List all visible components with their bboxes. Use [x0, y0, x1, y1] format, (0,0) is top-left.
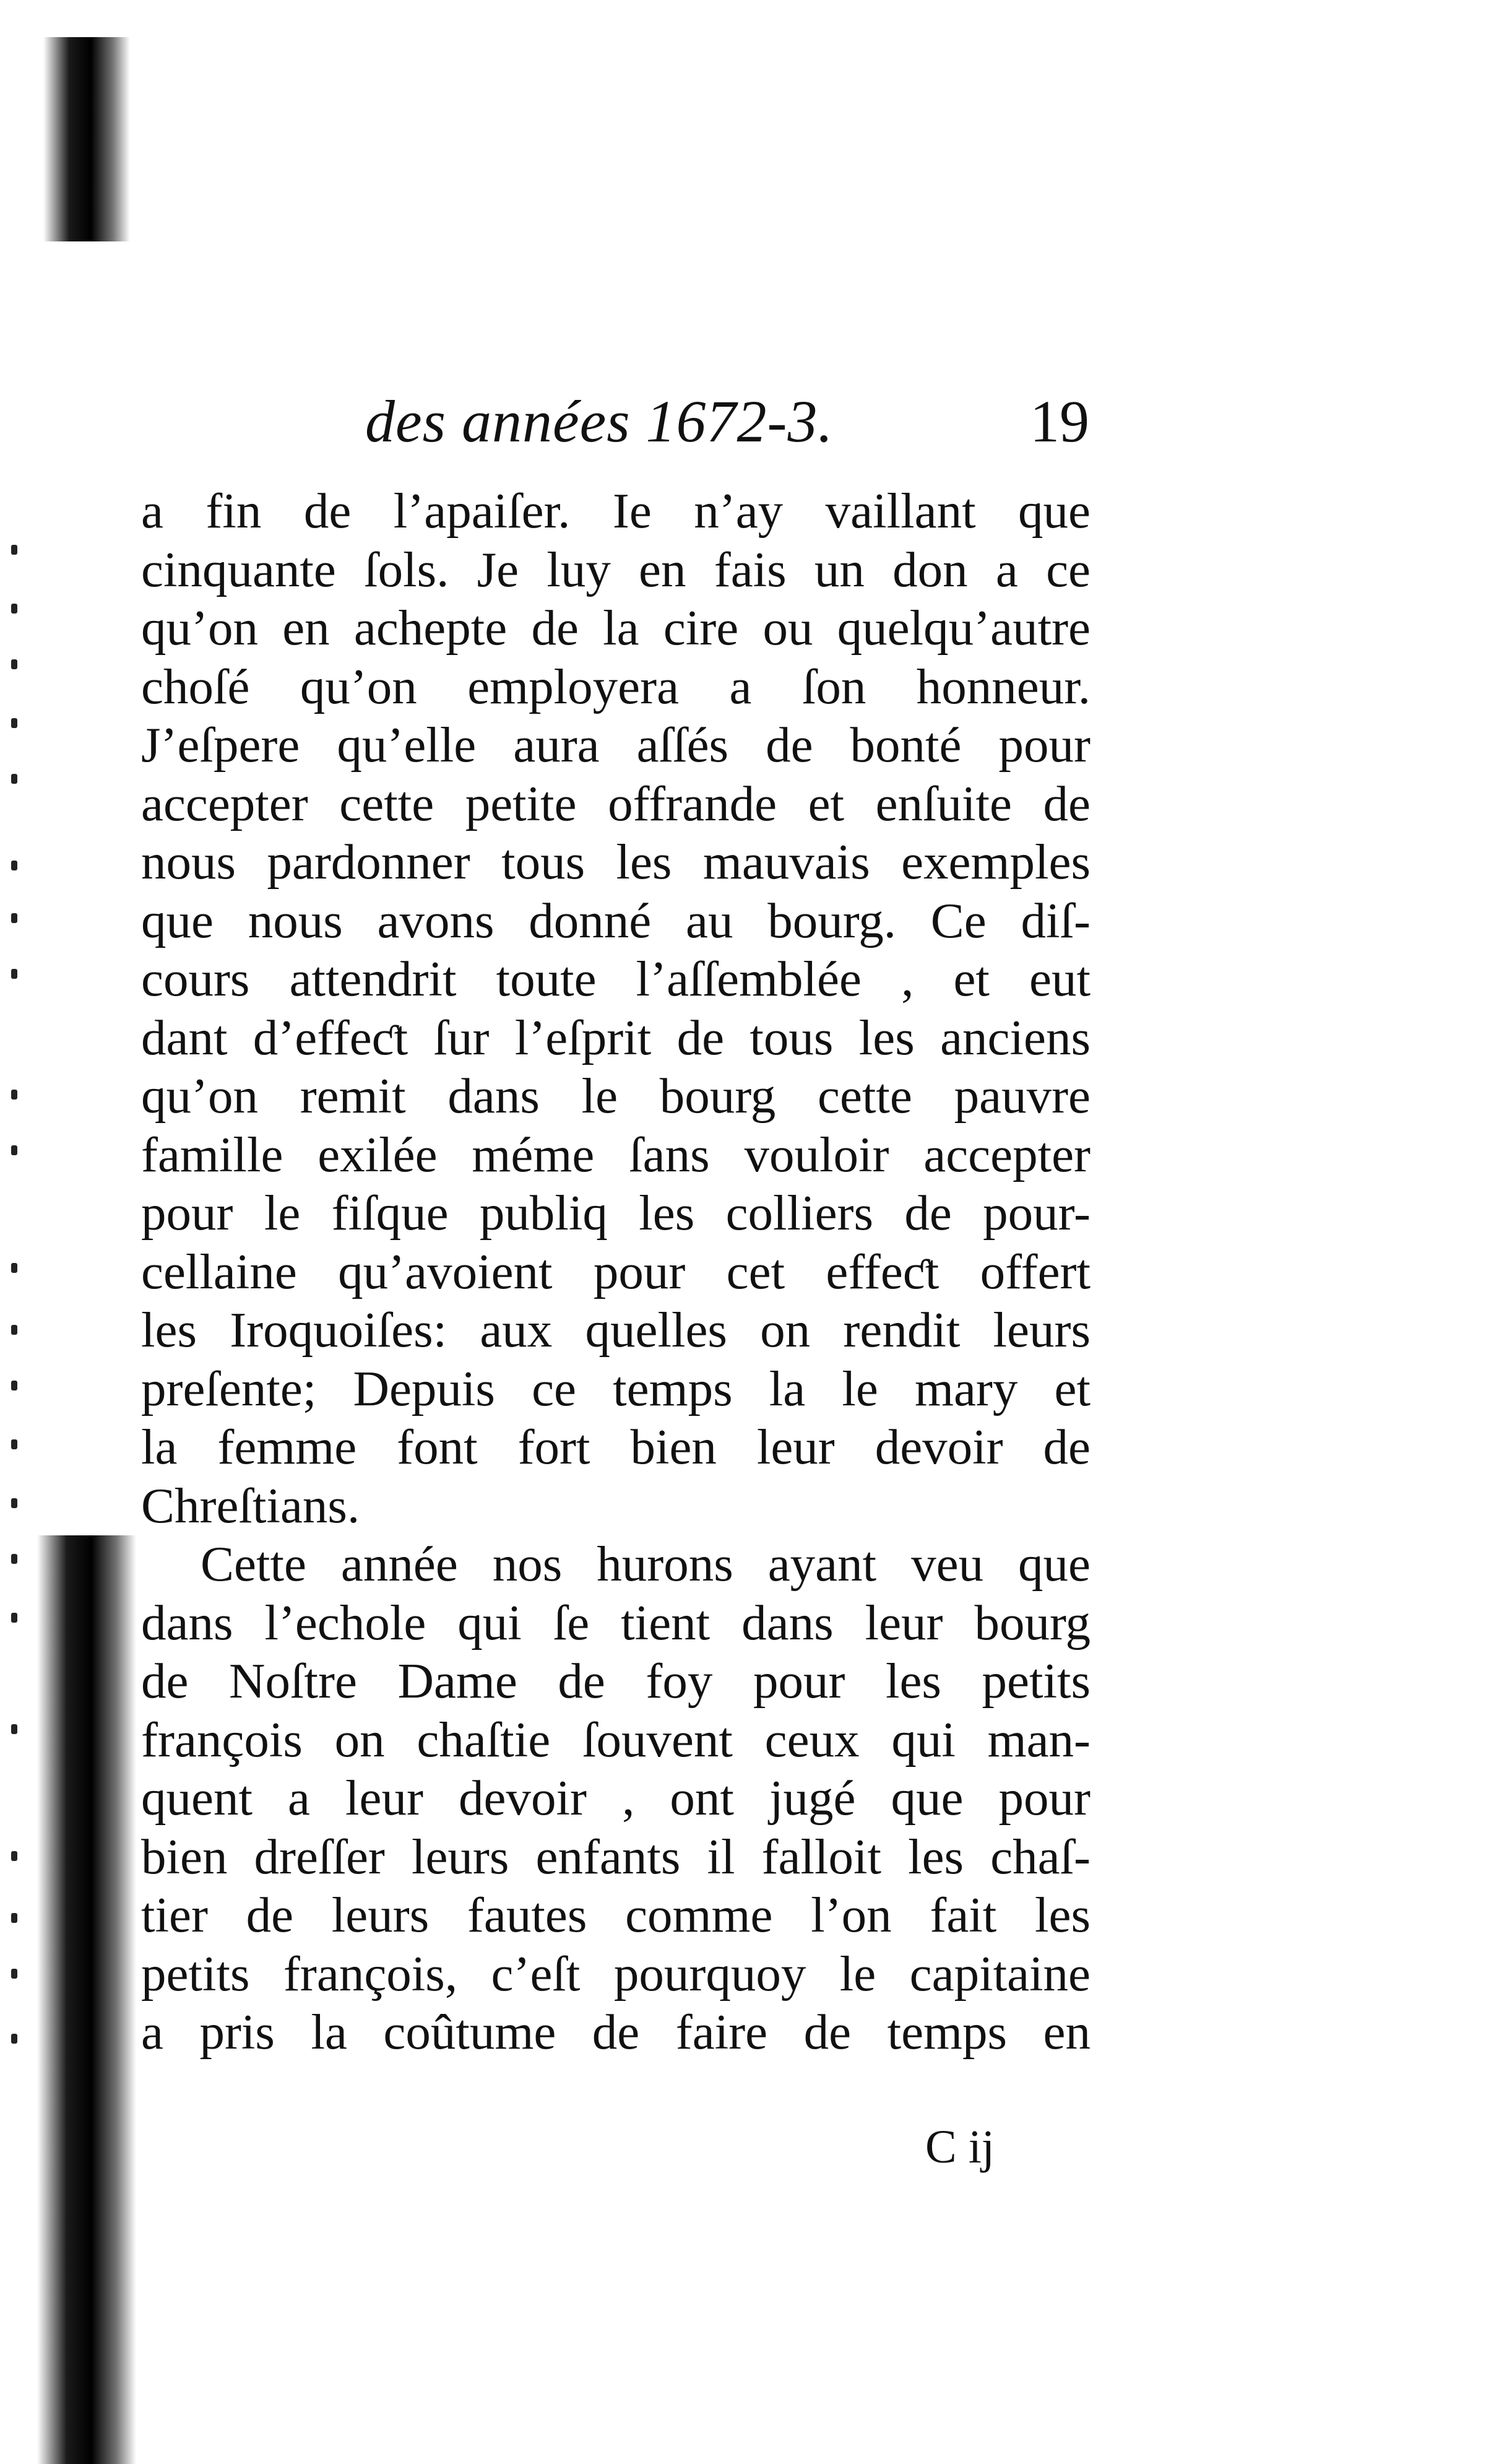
text-line: cours attendrit toute l’aſſemblée , et eut: [141, 951, 1091, 1007]
text-line: Cette année nos hurons ayant veu que: [201, 1536, 1091, 1592]
body-text: [141, 482, 1091, 2062]
speck: [11, 1381, 17, 1390]
text-line: bien dreſſer leurs enfants il falloit les chaſ-: [141, 1828, 1091, 1885]
speck: [11, 1263, 17, 1273]
speck: [11, 861, 17, 870]
speck: [11, 969, 17, 979]
text-line: a fin de l’apaiſer. Ie n’ay vaillant que: [141, 483, 1091, 539]
text-line: qu’on remit dans le bourg cette pauvre: [141, 1068, 1091, 1124]
text-line: dans l’echole qui ſe tient dans leur bourg: [141, 1594, 1091, 1651]
text-line: accepter cette petite offrande et enſuite de: [141, 775, 1091, 831]
speck: [11, 1613, 17, 1623]
page-number: 19: [1030, 388, 1089, 454]
text-line: choſé qu’on employera a ſon honneur.: [141, 658, 1091, 714]
speck: [11, 1439, 17, 1449]
text-line: que nous avons donné au bourg. Ce diſ-: [141, 892, 1091, 948]
page-header: [365, 387, 1089, 474]
signature-mark: C ij: [925, 2121, 995, 2173]
speck: [11, 659, 17, 669]
speck: [11, 1913, 17, 1923]
text-line: J’eſpere qu’elle aura aſſés de bonté pour: [141, 717, 1091, 773]
speck: [11, 1851, 17, 1861]
speck: [11, 1969, 17, 1979]
text-line: cinquante ſols. Je luy en fais un don a ce: [141, 541, 1091, 597]
text-line: Chreſtians.: [141, 1477, 360, 1533]
speck: [11, 545, 17, 555]
text-line: quent a leur devoir , ont jugé que pour: [141, 1770, 1091, 1826]
speck: [11, 604, 17, 614]
speck: [11, 1325, 17, 1335]
speck: [11, 1090, 17, 1100]
running-head: des années 1672-3.: [365, 388, 834, 454]
text-line: nous pardonner tous les mauvais exemples: [141, 834, 1091, 890]
speck: [11, 1554, 17, 1564]
speck: [11, 774, 17, 784]
text-line: françois on chaſtie ſouvent ceux qui man-: [141, 1711, 1091, 1768]
binding-shadow-top: [43, 37, 130, 241]
text-line: petits françois, c’eſt pourquoy le capitaine: [141, 1945, 1091, 2002]
speck: [11, 2034, 17, 2044]
text-line: les Iroquoiſes: aux quelles on rendit leurs: [141, 1302, 1091, 1358]
text-line: dant d’effeƈt ſur l’eſprit de tous les anciens: [141, 1009, 1091, 1065]
text-line: famille exilée méme ſans vouloir accepter: [141, 1126, 1091, 1182]
text-line: de Noſtre Dame de foy pour les petits: [141, 1653, 1091, 1709]
speck: [11, 718, 17, 728]
binding-shadow-bottom: [37, 1535, 136, 2464]
text-line: qu’on en achepte de la cire ou quelqu’autre: [141, 600, 1091, 656]
text-line: la femme font fort bien leur devoir de: [141, 1419, 1091, 1475]
speck: [11, 1145, 17, 1155]
text-line: pour le fiſque publiq les colliers de pour-: [141, 1185, 1091, 1241]
speck: [11, 1724, 17, 1734]
speck: [11, 913, 17, 923]
text-line: cellaine qu’avoient pour cet effeƈt offert: [141, 1243, 1091, 1299]
text-line: tier de leurs fautes comme l’on fait les: [141, 1887, 1091, 1943]
speck: [11, 1498, 17, 1508]
text-line: a pris la coûtume de faire de temps en: [141, 2004, 1091, 2060]
text-line: preſente; Depuis ce temps la le mary et: [141, 1360, 1091, 1416]
